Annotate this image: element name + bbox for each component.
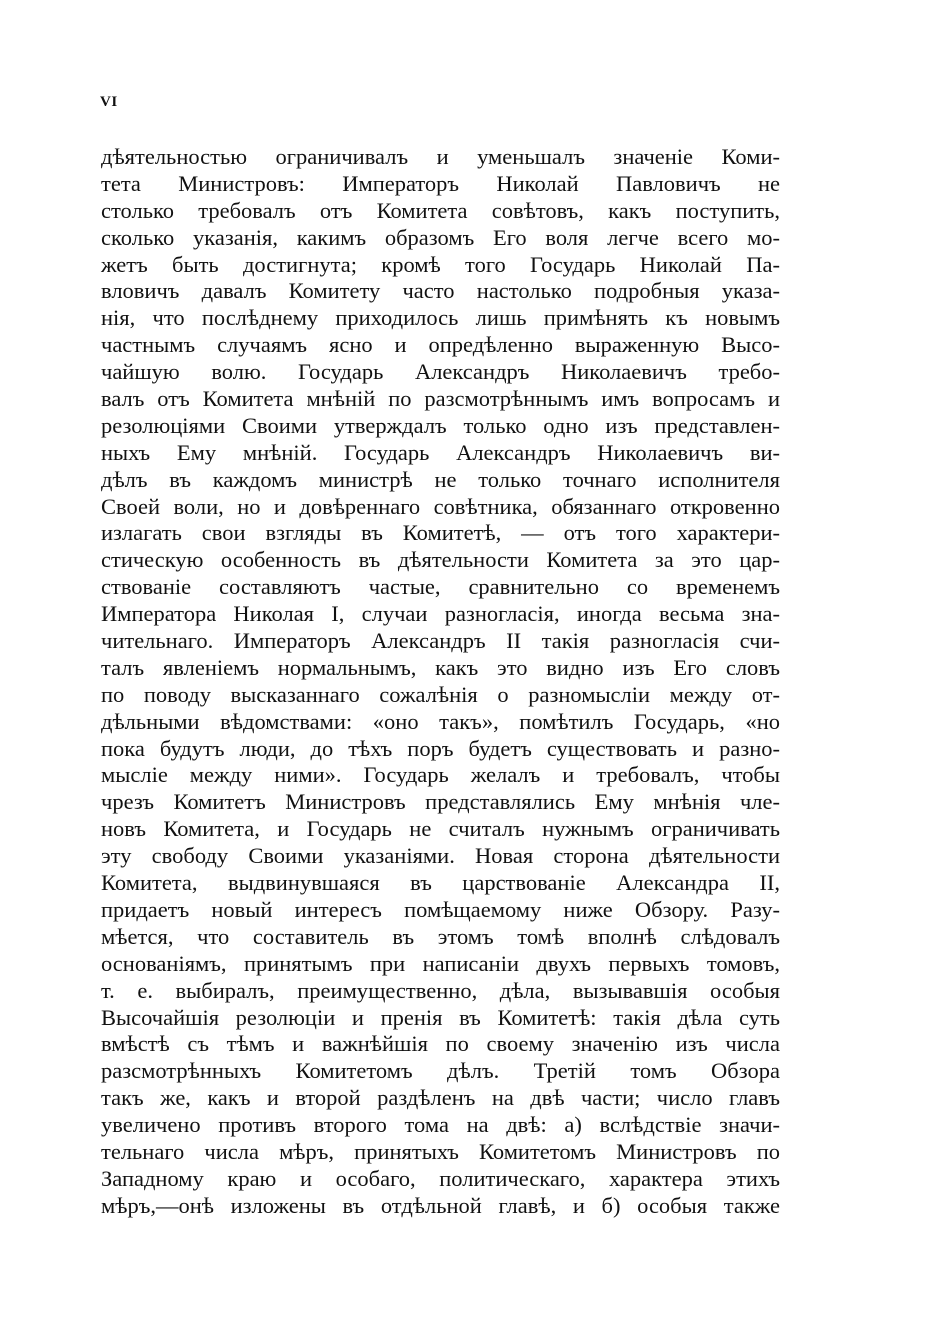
text-line: придаетъ новый интересъ помѣщаемому ниже Обзору. Разу- xyxy=(101,896,780,922)
text-line: тета Министровъ: Императоръ Николай Павловичъ не xyxy=(101,170,780,196)
text-line: валъ отъ Комитета мнѣнiй по разсмотрѣннымъ имъ вопросамъ и xyxy=(101,386,780,412)
text-line: Западному краю и особаго, политическаго, характера этихъ xyxy=(101,1165,780,1191)
text-line: талъ явленiемъ нормальнымъ, какъ это видно изъ Его словъ xyxy=(101,654,780,680)
text-line: мѣръ,—онѣ изложены въ отдѣльной главѣ, и б) особыя также xyxy=(101,1192,780,1218)
text-line: вмѣстѣ съ тѣмъ и важнѣйшiя по своему значенiю изъ числа xyxy=(101,1031,780,1057)
text-line: столько требовалъ отъ Комитета совѣтовъ, какъ поступить, xyxy=(101,197,780,223)
text-line: частнымъ случаямъ ясно и опредѣленно выраженную Высо- xyxy=(101,332,780,358)
text-line: ныхъ Ему мнѣнiй. Государь Александръ Николаевичъ ви- xyxy=(101,439,780,465)
text-line: увеличено противъ второго тома на двѣ: а) вслѣдствiе значи- xyxy=(101,1112,780,1138)
text-line: дѣятельностью ограничивалъ и уменьшалъ значенiе Коми- xyxy=(101,144,780,169)
text-line: резолюцiями Своими утверждалъ только одно изъ представлен- xyxy=(101,412,780,438)
text-line: Комитета, выдвинувшаяся въ царствованiе Александра II, xyxy=(101,870,780,896)
text-line: чительнаго. Императоръ Александръ II такiя разногласiя счи- xyxy=(101,628,780,654)
text-line: эту свободу Своими указанiями. Новая сторона дѣятельности xyxy=(101,843,780,869)
text-line: ствованiе составляютъ частые, сравнительно со временемъ xyxy=(101,574,780,600)
text-line: нiя, что послѣднему приходилось лишь примѣнять къ новымъ xyxy=(101,305,780,331)
text-line: пока будутъ люди, до тѣхъ поръ будетъ существовать и разно- xyxy=(101,735,780,761)
text-line: чайшую волю. Государь Александръ Николаевичъ требо- xyxy=(101,359,780,385)
text-line: Своей воли, но и довѣреннаго совѣтника, обязаннаго откровенно xyxy=(101,493,780,519)
text-line: стическую особенность въ дѣятельности Комитета за это цар- xyxy=(101,547,780,573)
text-line: т. е. выбиралъ, преимущественно, дѣла, вызывавшiя особыя xyxy=(101,977,780,1003)
text-line: Высочайшiя резолюцiи и пренiя въ Комитетѣ: такiя дѣла суть xyxy=(101,1004,780,1030)
text-line: мѣется, что составитель въ этомъ томѣ вполнѣ слѣдовалъ xyxy=(101,923,780,949)
text-line: чрезъ Комитетъ Министровъ представлялись Ему мнѣнiя чле- xyxy=(101,789,780,815)
text-line: основанiямъ, принятымъ при написанiи двухъ первыхъ томовъ, xyxy=(101,950,780,976)
text-line: дѣльными вѣдомствами: «оно такъ», помѣтилъ Государь, «но xyxy=(101,708,780,734)
text-line: новъ Комитета, и Государь не считалъ нужнымъ ограничивать xyxy=(101,816,780,842)
text-line: сколько указанiя, какимъ образомъ Его воля легче всего мо- xyxy=(101,224,780,250)
text-line: тельнаго числа мѣръ, принятыхъ Комитетомъ Министровъ по xyxy=(101,1138,780,1164)
text-line: такъ же, какъ и второй раздѣленъ на двѣ части; число главъ xyxy=(101,1085,780,1111)
text-line: жетъ быть достигнута; кромѣ того Государь Николай Па- xyxy=(101,251,780,277)
page-number: VI xyxy=(100,94,118,110)
body-text xyxy=(101,144,780,1220)
text-line: Императора Николая I, случаи разногласiя, иногда весьма зна- xyxy=(101,601,780,627)
text-line: вловичъ давалъ Комитету часто настолько подробныя указа- xyxy=(101,278,780,304)
text-line: по поводу высказаннаго сожалѣнiя о разномыслiи между от- xyxy=(101,681,780,707)
text-line: мыслiе между ними». Государь желалъ и требовалъ, чтобы xyxy=(101,762,780,788)
text-line: дѣлъ въ каждомъ министрѣ не только точнаго исполнителя xyxy=(101,466,780,492)
text-line: излагать свои взгляды въ Комитетѣ, — отъ того характери- xyxy=(101,520,780,546)
text-line: разсмотрѣнныхъ Комитетомъ дѣлъ. Третiй томъ Обзора xyxy=(101,1058,780,1084)
